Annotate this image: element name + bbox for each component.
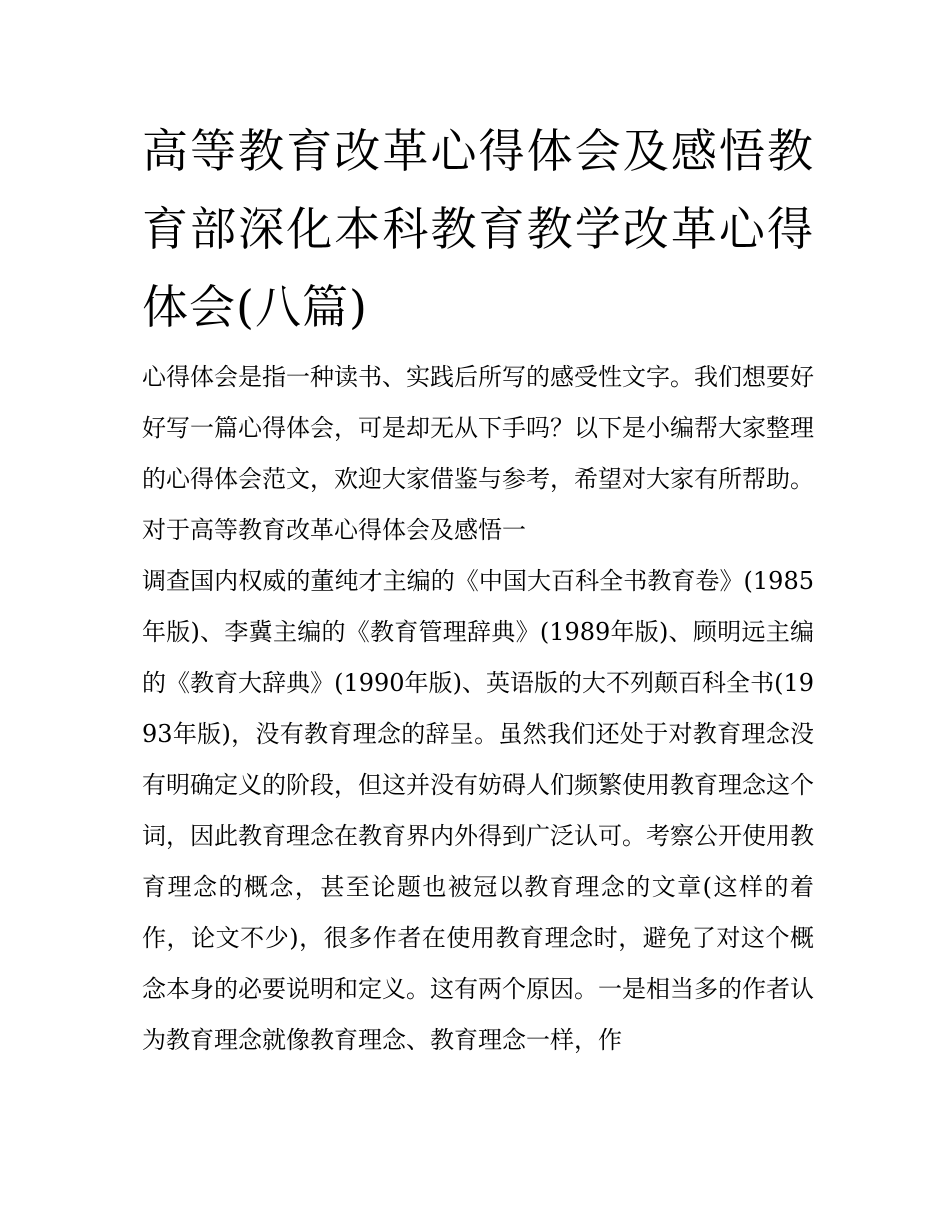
document-title: 高等教育改革心得体会及感悟教育部深化本科教育教学改革心得体会(八篇) — [142, 124, 814, 334]
document-page — [142, 112, 814, 1066]
section-heading: 对于高等教育改革心得体会及感悟一 — [142, 516, 526, 544]
body-paragraph: 调查国内权威的董纯才主编的《中国大百科全书教育卷》(1985年版)、李冀主编的《教育管理辞典》(1989年版)、顾明远主编的《教育大辞典》(1990年版)、英语版的大不列颠百科全书(1993年版)，没有教育理念的辞呈。虽然我们还处于对教育理念没有明确定义的阶段，但这并没有妨碍人们频繁使用教育理念这个词，因此教育理念在教育界内外得到广泛认可。考察公开使用教育理念的概念，甚至论题也被冠以教育理念的文章(这样的着作，论文不少)，很多作者在使用教育理念时，避免了对这个概念本身的必要说明和定义。这有两个原因。一是相当多的作者认为教育理念就像教育理念、教育理念一样，作 — [142, 567, 814, 1054]
intro-paragraph: 心得体会是指一种读书、实践后所写的感受性文字。我们想要好好写一篇心得体会，可是却无从下手吗？以下是小编帮大家整理的心得体会范文，欢迎大家借鉴与参考，希望对大家有所帮助。 — [142, 363, 814, 493]
